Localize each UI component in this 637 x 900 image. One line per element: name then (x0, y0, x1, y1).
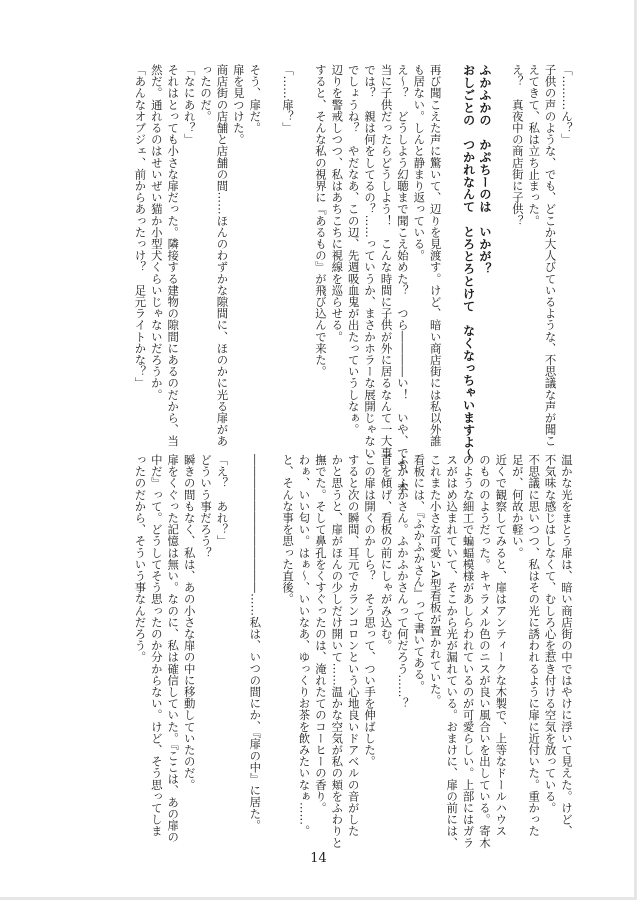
text-line: 「え？ あれ？」 (215, 454, 230, 547)
text-line: この扉は開くのかしら？ そう思って、つい手を伸ばした。 (363, 454, 378, 768)
text-line: え～？ どうしよう幻聴まで聞こえ始めた？ つら――――い！ いや、でも、本 (395, 64, 410, 494)
text-line: 「……扉？」 (281, 64, 296, 134)
text-line: ったのだから、そういう事なんだろう。 (133, 454, 148, 663)
text-line: すると次の瞬間、耳元でカランコロンという心地良いドアベルの音がした (346, 454, 361, 837)
top-text-block (132, 64, 575, 494)
blank-line (230, 454, 246, 826)
text-line: 撫でた。そして鼻孔をくすぐったのは、淹れたてのコーヒーの香り。 (313, 454, 328, 814)
text-line: 不思議に思いつつ、私はその光に誘われるように扉に近付いた。重かった (527, 454, 542, 837)
text-line: 扉をくぐった記憶は無い。なのに、私は確信していた。『ここは、あの扉の (166, 454, 181, 843)
text-line: ふかふかさん。ふかふかさんって何だろう……？ (395, 454, 410, 710)
text-line: 首を傾げ、看板の前にしゃがみ込む。 (379, 454, 394, 652)
text-line: ――――――――――――……私は、いつの間にか、『扉の中』に居た。 (248, 454, 263, 831)
blank-line (263, 64, 279, 436)
text-line: ったのだ。 (199, 64, 214, 122)
text-line: すると、そんな私の視界に『あるもの』が飛び込んで来た。 (313, 64, 328, 378)
text-line: 温かな光をまとう扉は、暗い商店街の中ではやけに浮いて見えた。けど、 (560, 454, 574, 837)
text-line: 然だ。通れるのはせいぜい猫か小型犬くらいじゃないだろうか。 (149, 64, 164, 401)
text-line: 「なにあれ？」 (182, 64, 197, 146)
text-line: 商店街の店舗と店舗の間……ほんのわずかな隙間に、ほのかに光る扉があ (215, 64, 230, 447)
text-line: 中だ』って。どうしてそう思ったのか分からない。けど、そう思ってしま (149, 454, 164, 837)
text-line: のもののようだった。キャラメル色のニスが良い風合いを出している。寄木 (477, 454, 492, 849)
text-line: 「………ん？」 (560, 64, 574, 146)
text-line: 子供の声のような、でも、どこか大人びているような、不思議な声が聞こ (543, 64, 558, 447)
blank-line (444, 64, 460, 436)
blank-line (263, 454, 279, 826)
heading-line: おしごとの つかれなんて とろとろとけて なくなっちゃいますよ～ (461, 64, 476, 461)
text-line: かと思うと、扉がほんの少しだけ開いて……温かな空気が私の頬をふわりと (330, 454, 345, 849)
text-line: そう、扉だ。 (248, 64, 263, 134)
text-line: 不気味な感じはしなくて、むしろ心を惹き付ける空気を放っている。 (543, 454, 558, 814)
text-line: どういう事だろう？ (199, 454, 214, 559)
text-line: 再び聞こえた声に驚いて、辺りを見渡す。けど、暗い商店街には私以外誰 (428, 64, 443, 447)
text-line: わぁ、いい匂い。はぁ～、いいなあ、ゆっくりお茶を飲みたいなぁ……。 (297, 454, 312, 837)
text-line: 足が、何故か軽い。 (510, 454, 525, 559)
text-line: 「あんなオブジェ、前からあったっけ？ 足元ライトかな？」 (133, 64, 148, 389)
text-line: スがはめ込まれていて、そこから光が漏れている。おまけに、扉の前には、 (445, 454, 460, 849)
text-line: と、そんな事を思った直後。 (281, 454, 296, 605)
text-line: 瞬きの間もなく、私は、あの小さな扉の中に移動していたのだ。 (182, 454, 197, 791)
text-line: のような細工で蝙蝠模様があしらわれているのが可愛らしい。上部にはガラ (461, 454, 476, 849)
text-line: え？ 真夜中の商店街に子供？ (510, 64, 525, 227)
text-line: でしょうね？ やだなあ、この辺、先週吸血鬼が出たっていうしなぁ。 (346, 64, 361, 436)
text-line: も居ない。しんと静まり返っている。 (412, 64, 427, 262)
text-line: では？ 親は何をしてるの？……っていうか、まさかホラーな展開じゃない (363, 64, 378, 459)
blank-line (493, 64, 509, 436)
text-line: えてきて、私は立ち止まった。 (527, 64, 542, 227)
text-line: 近くで観察してみると、扉はアンティークな木製で、上等なドールハウス (494, 454, 509, 837)
heading-line: ふかふかの かぷちーのは いかが？ (477, 64, 492, 275)
text-line: 扉を見つけた。 (231, 64, 246, 146)
text-line: 辺りを警戒しつつ、私はあちこちに視線を巡らせる。 (330, 64, 345, 343)
text-line: 当に子供だったらどうしよう！ こんな時間に子供が外に居るなんて一大事 (379, 64, 394, 459)
page-number: 14 (310, 851, 327, 866)
text-line: これまた小さな可愛いA型看板が置かれていた。 (428, 454, 443, 707)
text-line: 看板には、『ふかふかさん』って書いてある。 (412, 454, 427, 692)
text-line: それはとっても小さな扉だった。隣接する建物の隙間にあるのだから、当 (166, 64, 181, 447)
blank-line (296, 64, 312, 436)
bottom-text-block (132, 454, 575, 849)
